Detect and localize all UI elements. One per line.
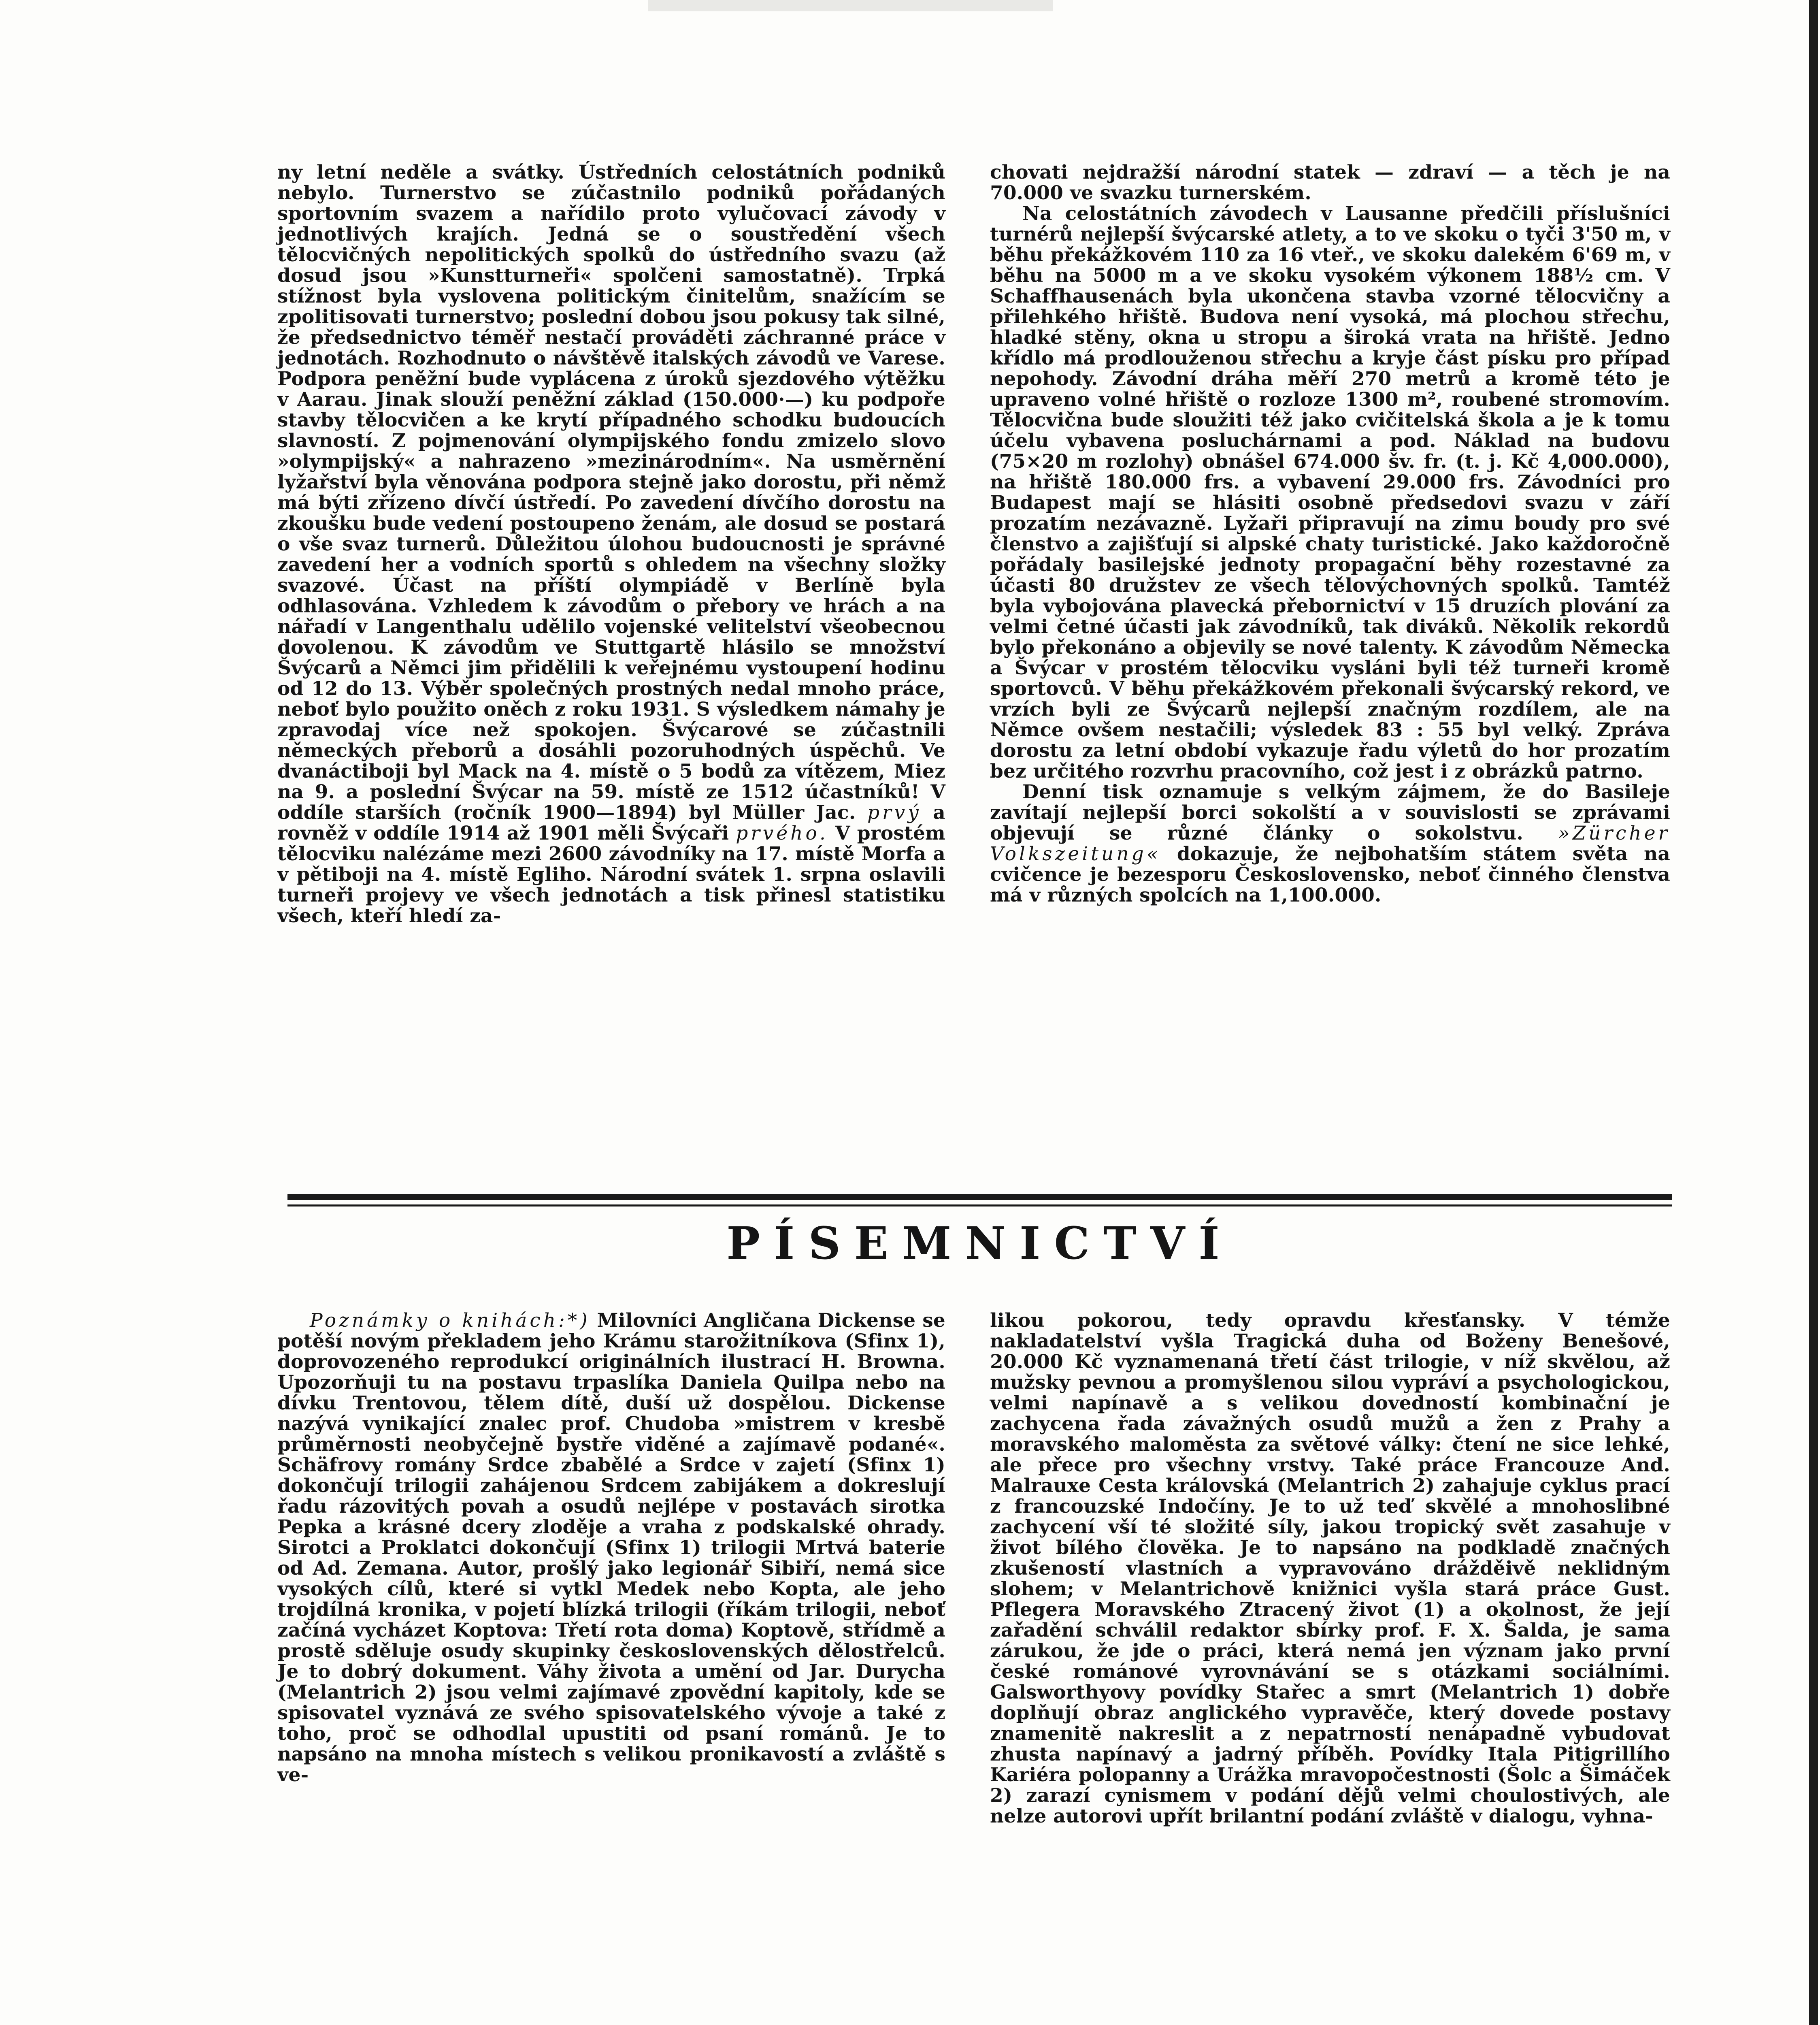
paragraph-fragment: V prostém tělocviku nalézáme mezi 2600 závodníky na 17. místě Morfa a v pětiboji na 4. místě Egliho. Národní svátek 1. srpna oslavili turneři projevy ve všech jednotách a tisk přinesl statistiku všech, kteří hledí za- — [277, 822, 945, 927]
article-column-right-bottom — [990, 1310, 1670, 1827]
article-column-left-top — [277, 162, 945, 926]
paragraph: Denní tisk oznamuje s velkým zájmem, že do Basileje zavítají nejlepší borci sokolští a v souvislosti se zprávami objevují se různé články o sokolstvu. — [990, 781, 1670, 844]
paragraph-fragment: a rovněž v oddíle 1914 až 1901 měli Švýcaři — [277, 801, 945, 844]
paragraph: chovati nejdražší národní statek — zdraví — a těch je na 70.000 ve svazku turnerském. — [990, 161, 1670, 204]
newspaper-name: »Zürcher Volkszeitung« — [990, 822, 1670, 865]
section-divider-thin — [287, 1204, 1672, 1206]
emphasis: prvý — [867, 801, 922, 824]
scan-top-edge — [648, 0, 1053, 11]
paragraph: likou pokorou, tedy opravdu křesťansky. V témže nakladatelství vyšla Tragická duha od Boženy Benešové, 20.000 Kč vyznamenaná třetí část trilogie, v níž skvělou, až mužsky pevnou a promyšlenou silou vypráví a psychologickou, velmi napínavě a s velikou dovedností kombinační je zachycena řada závažných osudů mužů a žen z Prahy a moravského maloměsta za světové války: čtení ne sice lehké, ale přece pro všechny vrstvy. Také práce Francouze And. Malrauxe Cesta královská (Melantrich 2) zahajuje cyklus prací z francouzské Indočíny. Je to už teď skvělé a mnohoslibné zachycení vší té složité síly, jakou tropický svět zasahuje v život bílého člověka. Je to napsáno na podkladě značných zkušeností vlastních a vypravováno drážděivě neklidným slohem; v Melantrichově knižnici vyšla stará práce Gust. Pflegera Moravského Ztracený život (1) a okolnost, že její zařadění schválil redaktor sbírky prof. F. X. Šalda, je sama zárukou, že jde o práci, která nemá jen význam jako první české románové vyrovnávání se s otázkami sociálními. Galsworthyovy povídky Stařec a smrt (Melantrich 1) dobře doplňují obraz anglického vypravěče, který dovede postavy znamenitě nakreslit a z nepatrností nenápadně vybudovat zhusta napínavý a jadrný příběh. Povídky Itala Pitigrillího Kariéra polopanny a Urážka mravopočestnosti (Šolc a Šimáček 2) zarazí cynismem v podání dějů velmi choulostivých, ale nelze autorovi upřít brilantní podání zvláště v dialogu, vyhna- — [990, 1309, 1670, 1827]
paragraph-fragment: dokazuje, že nejbohatším státem světa na cvičence je bezesporu Československo, neboť činného členstva má v různých spolcích na 1,100.000. — [990, 843, 1670, 906]
paragraph: ny letní neděle a svátky. Ústředních celostátních podniků nebylo. Turnerstvo se zúčastnilo podniků pořádaných sportovním svazem a nařídilo proto vylučovací závody v jednotlivých krajích. Jedná se o soustředění všech tělocvičných nepolitických spolků do ústředního svazu (až dosud jsou »Kunstturneři« spolčeni samostatně). Trpká stížnost byla vyslovena politickým činitelům, snažícím se zpolitisovati turnerstvo; poslední dobou jsou pokusy tak silné, že předsednictvo téměř nestačí prováděti záchranné práce v jednotách. Rozhodnuto o návštěvě italských závodů ve Varese. Podpora peněžní bude vyplácena z úroků sjezdového výtěžku v Aarau. Jinak slouží peněžní základ (150.000·—) ku podpoře stavby tělocvičen a ke krytí případného schodku budoucích slavností. Z pojmenování olympijského fondu zmizelo slovo »olympijský« a nahrazeno »mezinárodním«. Na usměrnění lyžařství byla věnována podpora stejně jako dorostu, při němž má býti zřízeno dívčí ústředí. Po zavedení dívčího dorostu na zkoušku bude vedení postoupeno ženám, ale dosud se postará o vše svaz turnerů. Důležitou úlohou budoucnosti je správné zavedení her a vodních sportů s ohledem na všechny složky svazové. Účast na příští olympiádě v Berlíně byla odhlasována. Vzhledem k závodům o přebory ve hrách a na nářadí v Langenthalu udělilo vojenské velitelství všeobecnou dovolenou. K závodům ve Stuttgartě hlásilo se množství Švýcarů a Němci jim přidělili k veřejnému vystoupení hodinu od 12 do 13. Výběr společných prostných nedal mnoho práce, neboť bylo použito oněch z roku 1931. S výsledkem námahy je zpravodaj více než spokojen. Švýcarové se zúčastnili německých přeborů a dosáhli pozoruhodných úspěchů. Ve dvanáctiboji byl Mack na 4. místě o 5 bodů za vítězem, Miez na 9. a poslední Švýcar na 59. místě ze 1512 účastníků! V oddíle starších (ročník 1900—1894) byl Müller Jac. — [277, 161, 945, 824]
article-column-right-top — [990, 162, 1670, 906]
section-divider-thick — [287, 1194, 1672, 1200]
scan-right-edge — [1809, 0, 1818, 2025]
paragraph: Milovníci Angličana Dickense se potěší novým překladem jeho Krámu starožitníkova (Sfinx 1), doprovozeného reprodukcí originálních ilustrací H. Browna. Upozorňuji tu na postavu trpaslíka Daniela Quilpa nebo na dívku Trentovou, tělem dítě, duší už dospělou. Dickense nazývá vynikající znalec prof. Chudoba »mistrem v kresbě průměrnosti neobyčejně bystře viděné a zajímavě podané«. Schäfrovy romány Srdce zbabělé a Srdce v zajetí (Sfinx 1) dokončují trilogii zahájenou Srdcem zabijákem a dokreslují řadu rázovitých povah a osudů nejlépe v postavách sirotka Pepka a krásné dcery zloděje a vraha z podskalské ohrady. Sirotci a Proklatci dokončují (Sfinx 1) trilogii Mrtvá baterie od Ad. Zemana. Autor, prošlý jako legionář Sibiří, nemá sice vysokých cílů, které si vytkl Medek nebo Kopta, ale jeho trojdílná kronika, v pojetí blízká trilogii (říkám trilogii, neboť začíná vycházet Koptova: Třetí rota doma) Koptově, střídmě a prostě sděluje osudy skupinky československých dělostřelců. Je to dobrý dokument. Váhy života a umění od Jar. Durycha (Melantrich 2) jsou velmi zajímavé zpovědní kapitoly, kde se spisovatel vyznává ze svého spisovatelského vývoje a také z toho, proč se odhodlal upustiti od psaní románů. Je to napsáno na mnoha místech s velikou pronikavostí a zvláště s ve- — [277, 1309, 945, 1786]
emphasis: prvého. — [736, 822, 828, 844]
article-column-left-bottom — [277, 1310, 945, 1785]
column-heading: Poznámky o knihách:*) — [310, 1309, 590, 1332]
paragraph: Na celostátních závodech v Lausanne předčili příslušníci turnérů nejlepší švýcarské atlety, a to ve skoku o tyči 3'50 m, v běhu překážkovém 110 za 16 vteř., ve skoku dalekém 6'69 m, v běhu na 5000 m a ve skoku vysokém výkonem 188½ cm. V Schaffhausenách byla ukončena stavba vzorné tělocvičny a přilehkého hřiště. Budova není vysoká, má plochou střechu, hladké stěny, okna u stropu a široká vrata na hřiště. Jedno křídlo má prodlouženou střechu a kryje část písku pro případ nepohody. Závodní dráha měří 270 metrů a kromě této je upraveno volné hřiště o rozloze 1300 m², roubené stromovím. Tělocvična bude sloužiti též jako cvičitelská škola a je k tomu účelu vybavena posluchárnami a pod. Náklad na budovu (75×20 m rozlohy) obnášel 674.000 šv. fr. (t. j. Kč 4,000.000), na hřiště 180.000 frs. a vybavení 29.000 frs. Závodníci pro Budapest mají se hlásiti osobně předsedovi svazu v září prozatím nezávazně. Lyžaři připravují na zimu boudy pro své členstvo a zajišťují si alpské chaty turistické. Jako každoročně pořádaly basilejské jednoty propagační běhy rozestavné za účasti 80 družstev ze všech tělovýchovných spolků. Tamtéž byla vybojována plavecká přebornictví v 15 druzích plování za velmi četné účasti jak závodníků, tak diváků. Několik rekordů bylo překonáno a objevily se nové talenty. K závodům Německa a Švýcar v prostém tělocviku vysláni byli též turneři kromě sportovců. V běhu překážkovém překonali švýcarský rekord, ve vrzích byli ze Švýcarů nejlepší značným rozdílem, ale na Němce ovšem nestačili; výsledek 83 : 55 byl velký. Zpráva dorostu za letní období vykazuje řadu výletů do hor prozatím bez určitého rozvrhu pracovního, což jest i z obrázků patrno. — [990, 202, 1670, 782]
section-title: PÍSEMNICTVÍ — [726, 1217, 1233, 1269]
